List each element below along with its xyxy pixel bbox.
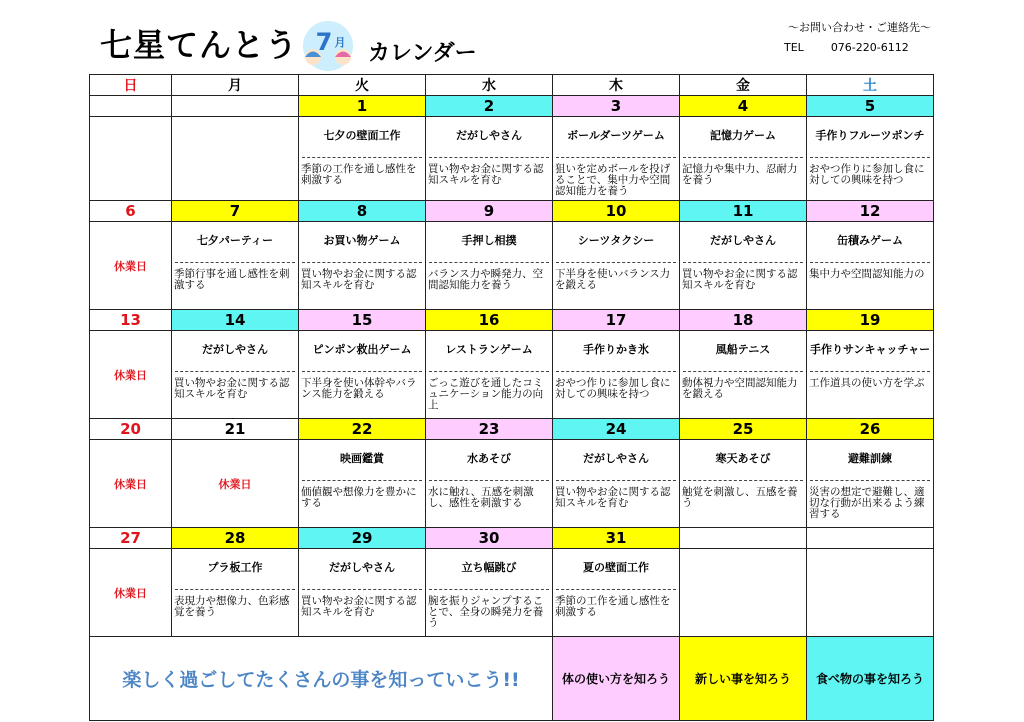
date-cell: 8 (299, 201, 426, 222)
activity-description: 表現力や想像力、色彩感覚を養う (174, 595, 290, 618)
activity-name: 手作りフルーツポンチ (810, 117, 930, 158)
activity-description: 動体視力や空間認知能力を鍛える (682, 377, 798, 400)
date-cell: 25 (680, 419, 807, 440)
date-cell: 7 (172, 201, 299, 222)
activity-row (90, 440, 934, 528)
activity-description: 季節行事を通し感性を刺激する (174, 268, 290, 291)
date-cell: 30 (426, 528, 553, 549)
date-cell: 21 (172, 419, 299, 440)
activity-description: 災害の想定で避難し、適切な行動が出来るよう練習する (809, 486, 925, 520)
activity-cell (90, 117, 172, 201)
weekday-sun: 日 (90, 75, 172, 96)
activity-cell (172, 549, 299, 637)
date-cell: 5 (807, 96, 934, 117)
activity-name: 手作りかき氷 (556, 331, 676, 372)
date-cell: 28 (172, 528, 299, 549)
activity-cell (680, 440, 807, 528)
activity-cell (680, 222, 807, 310)
legend-cyan: 食べ物の事を知ろう (807, 637, 934, 721)
activity-row (90, 222, 934, 310)
activity-name: 缶積みゲーム (810, 222, 930, 263)
activity-cell (680, 549, 807, 637)
closed-day-label: 休業日 (90, 549, 172, 637)
activity-cell (299, 440, 426, 528)
activity-name: 手作りサンキャッチャー (810, 331, 930, 372)
date-cell: 12 (807, 201, 934, 222)
date-cell: 4 (680, 96, 807, 117)
weekday-fri: 金 (680, 75, 807, 96)
weekday-sat: 土 (807, 75, 934, 96)
date-cell: 23 (426, 419, 553, 440)
tel-number: 076-220-6112 (830, 41, 909, 54)
activity-description: 買い物やお金に関する認知スキルを育む (301, 595, 417, 618)
activity-cell (299, 117, 426, 201)
legend-pink: 体の使い方を知ろう (553, 637, 680, 721)
activity-name: 立ち幅跳び (429, 549, 549, 590)
weekday-thu: 木 (553, 75, 680, 96)
activity-description: 買い物やお金に関する認知スキルを育む (555, 486, 671, 509)
activity-name: 手押し相撲 (429, 222, 549, 263)
month-badge-label: 月 (334, 36, 346, 49)
activity-description: 記憶力や集中力、忍耐力を養う (682, 163, 798, 186)
activity-description: 価値観や想像力を豊かにする (301, 486, 417, 509)
date-cell: 14 (172, 310, 299, 331)
legend-yellow: 新しい事を知ろう (680, 637, 807, 721)
activity-cell (807, 117, 934, 201)
closed-day-label: 休業日 (90, 440, 172, 528)
date-row (90, 419, 934, 440)
weekday-wed: 水 (426, 75, 553, 96)
date-cell: 9 (426, 201, 553, 222)
date-cell: 3 (553, 96, 680, 117)
weekday-mon: 月 (172, 75, 299, 96)
activity-cell (553, 222, 680, 310)
activity-name: シーツタクシー (556, 222, 676, 263)
activity-description: 季節の工作を通し感性を刺激する (555, 595, 671, 618)
activity-cell (299, 549, 426, 637)
weekday-tue: 火 (299, 75, 426, 96)
date-cell: 19 (807, 310, 934, 331)
activity-description: 集中力や空間認知能力の (809, 268, 925, 280)
activity-name: プラ板工作 (175, 549, 295, 590)
activity-name: 風船テニス (683, 331, 803, 372)
date-cell: 24 (553, 419, 680, 440)
activity-description: ごっこ遊びを通したコミュニケーション能力の向上 (428, 377, 544, 411)
activity-description: 工作道具の使い方を学ぶ (809, 377, 925, 389)
activity-name: ボールダーツゲーム (556, 117, 676, 158)
date-row (90, 96, 934, 117)
date-cell: 13 (90, 310, 172, 331)
activity-description: おやつ作りに参加し食に対しての興味を持つ (555, 377, 671, 400)
date-cell: 22 (299, 419, 426, 440)
month-badge-number: 7 (315, 28, 333, 56)
activity-name: 七夕パーティー (175, 222, 295, 263)
date-cell: 17 (553, 310, 680, 331)
activity-name: 映画鑑賞 (302, 440, 422, 481)
activity-description: 狙いを定めボールを投げることで、集中力や空間認知能力を養う (555, 163, 671, 197)
activity-name: 夏の壁面工作 (556, 549, 676, 590)
activity-name: お買い物ゲーム (302, 222, 422, 263)
activity-cell (426, 222, 553, 310)
contact-block (784, 18, 931, 58)
activity-cell (426, 440, 553, 528)
activity-cell (807, 331, 934, 419)
activity-description: 腕を振りジャンプすることで、全身の瞬発力を養う (428, 595, 544, 629)
activity-description: 買い物やお金に関する認知スキルを育む (682, 268, 798, 291)
activity-name: だがしやさん (175, 331, 295, 372)
activity-name: 水あそび (429, 440, 549, 481)
page-title: 七星てんとう (100, 26, 299, 64)
date-cell: 11 (680, 201, 807, 222)
date-cell: 10 (553, 201, 680, 222)
contact-tel (784, 38, 931, 58)
tel-label: TEL (784, 41, 804, 54)
date-cell: 18 (680, 310, 807, 331)
activity-description: 買い物やお金に関する認知スキルを育む (428, 163, 544, 186)
date-row (90, 201, 934, 222)
activity-name: だがしやさん (683, 222, 803, 263)
closed-day-label: 休業日 (90, 222, 172, 310)
activity-description: バランス力や瞬発力、空間認知能力を養う (428, 268, 544, 291)
date-cell (807, 528, 934, 549)
weekday-header-row (90, 75, 934, 96)
date-cell (680, 528, 807, 549)
date-cell: 27 (90, 528, 172, 549)
activity-description: 下半身を使いバランス力を鍛える (555, 268, 671, 291)
activity-description: おやつ作りに参加し食に対しての興味を持つ (809, 163, 925, 186)
activity-name: だがしやさん (429, 117, 549, 158)
activity-row (90, 117, 934, 201)
date-cell: 6 (90, 201, 172, 222)
date-cell: 1 (299, 96, 426, 117)
date-cell (90, 96, 172, 117)
date-cell: 29 (299, 528, 426, 549)
date-cell: 26 (807, 419, 934, 440)
activity-cell (172, 331, 299, 419)
activity-cell (426, 331, 553, 419)
activity-cell (553, 549, 680, 637)
calendar-table (89, 74, 934, 721)
activity-description: 触覚を刺激し、五感を養う (682, 486, 798, 509)
activity-cell (299, 331, 426, 419)
activity-cell (807, 440, 934, 528)
activity-description: 買い物やお金に関する認知スキルを育む (174, 377, 290, 400)
activity-cell (172, 222, 299, 310)
date-cell: 15 (299, 310, 426, 331)
activity-cell (807, 222, 934, 310)
activity-name: だがしやさん (302, 549, 422, 590)
activity-cell (299, 222, 426, 310)
activity-cell (172, 117, 299, 201)
month-badge-icon (300, 20, 356, 72)
activity-description: 買い物やお金に関する認知スキルを育む (301, 268, 417, 291)
contact-heading: ～お問い合わせ・ご連絡先～ (788, 21, 931, 34)
date-row (90, 310, 934, 331)
activity-cell (553, 440, 680, 528)
activity-description: 下半身を使い体幹やバランス能力を鍛える (301, 377, 417, 400)
activity-cell (426, 549, 553, 637)
activity-description: 水に触れ、五感を刺激し、感性を刺激する (428, 486, 534, 509)
date-cell: 20 (90, 419, 172, 440)
activity-row (90, 331, 934, 419)
activity-cell (426, 117, 553, 201)
activity-cell (807, 549, 934, 637)
date-cell: 31 (553, 528, 680, 549)
activity-name: 寒天あそび (683, 440, 803, 481)
closed-day-label: 休業日 (172, 440, 299, 528)
date-row (90, 528, 934, 549)
activity-cell (553, 117, 680, 201)
date-cell: 16 (426, 310, 553, 331)
activity-cell (553, 331, 680, 419)
activity-cell (680, 117, 807, 201)
date-cell (172, 96, 299, 117)
activity-name: 七夕の壁面工作 (302, 117, 422, 158)
activity-description: 季節の工作を通し感性を刺激する (301, 163, 417, 186)
closed-day-label: 休業日 (90, 331, 172, 419)
page-subtitle: カレンダー (368, 41, 477, 66)
activity-name: 避難訓練 (810, 440, 930, 481)
activity-name: レストランゲーム (429, 331, 549, 372)
activity-name: ピンポン救出ゲーム (302, 331, 422, 372)
activity-cell (680, 331, 807, 419)
footer-row (90, 637, 934, 721)
activity-name: だがしやさん (556, 440, 676, 481)
footer-message: 楽しく過ごしてたくさんの事を知っていこう!! (90, 637, 553, 721)
activity-name: 記憶力ゲーム (683, 117, 803, 158)
date-cell: 2 (426, 96, 553, 117)
activity-row (90, 549, 934, 637)
